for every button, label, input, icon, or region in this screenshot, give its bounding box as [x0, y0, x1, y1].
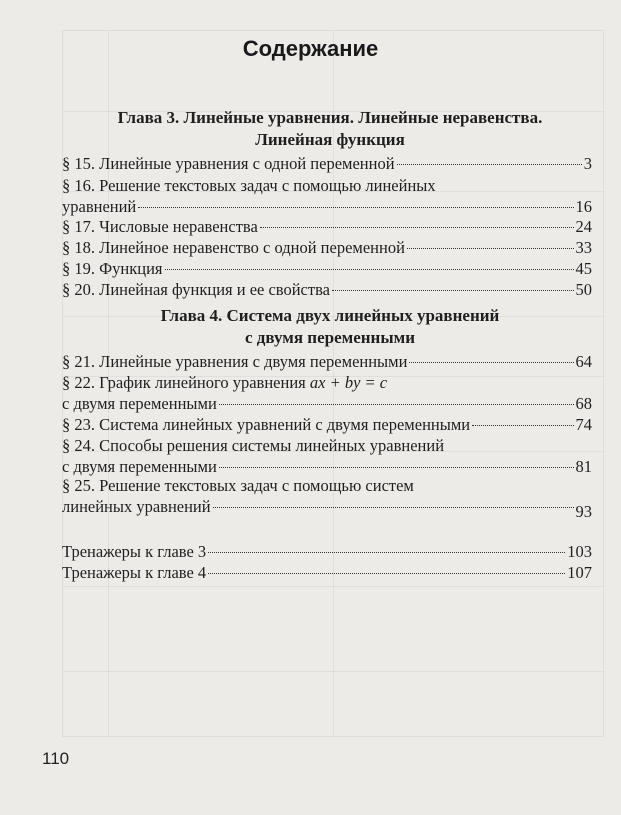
toc-item-20[interactable] [62, 280, 592, 300]
leader-dots [138, 207, 573, 208]
toc-item-17[interactable] [62, 217, 592, 237]
leader-dots [208, 552, 565, 553]
chapter-3-title [60, 107, 600, 151]
toc-item-22[interactable] [62, 394, 592, 414]
toc-item-label: § 18. Линейное неравенство с одной переменной [62, 238, 405, 257]
toc-item-25-line1[interactable]: § 25. Решение текстовых задач с помощью систем [62, 476, 414, 495]
toc-item-page: 103 [567, 542, 592, 561]
toc-item-label: § 17. Числовые неравенства [62, 217, 258, 236]
toc-item-label: с двумя переменными [62, 457, 217, 476]
toc-item-16-line1[interactable]: § 16. Решение текстовых задач с помощью линейных [62, 176, 436, 195]
toc-item-label: § 19. Функция [62, 259, 163, 278]
toc-trainers-4[interactable] [62, 563, 592, 583]
toc-item-label: с двумя переменными [62, 394, 217, 413]
toc-item-label: § 21. Линейные уравнения с двумя переменными [62, 352, 408, 371]
toc-item-22-line1[interactable] [62, 373, 387, 393]
toc-item-label: уравнений [62, 197, 137, 216]
leader-dots [219, 404, 574, 405]
toc-item-label: § 15. Линейные уравнения с одной переменной [62, 154, 395, 173]
toc-item-page: 45 [575, 259, 592, 278]
leader-dots [260, 227, 574, 228]
toc-item-19[interactable] [62, 259, 592, 279]
toc-item-15[interactable] [62, 154, 592, 174]
leader-dots [397, 164, 582, 165]
toc-item-24[interactable] [62, 457, 592, 477]
toc-item-page: 74 [575, 415, 592, 434]
toc-item-23[interactable] [62, 415, 592, 435]
toc-item-21[interactable] [62, 352, 592, 372]
leader-dots [219, 467, 574, 468]
leader-dots [332, 290, 574, 291]
toc-item-16[interactable] [62, 197, 592, 217]
leader-dots [165, 269, 574, 270]
toc-item-page: 50 [575, 280, 592, 299]
leader-dots [409, 362, 573, 363]
toc-item-page: 33 [575, 238, 592, 257]
toc-item-page: 93 [575, 502, 592, 521]
leader-dots [472, 425, 573, 426]
leader-dots [407, 248, 574, 249]
chapter-3-title-line1: Глава 3. Линейные уравнения. Линейные неравенства. [117, 108, 543, 127]
toc-item-page: 68 [575, 394, 592, 413]
chapter-3-title-line2: Линейная функция [255, 130, 405, 149]
formula: ax + by = c [309, 373, 388, 392]
toc-item-18[interactable] [62, 238, 592, 258]
toc-item-25[interactable] [62, 497, 592, 521]
toc-item-label: линейных уравнений [62, 497, 211, 516]
chapter-4-title-line2: с двумя переменными [245, 328, 415, 347]
toc-trainers-3[interactable] [62, 542, 592, 562]
toc-item-label: Тренажеры к главе 3 [62, 542, 207, 561]
leader-dots [208, 573, 565, 574]
chapter-4-title [60, 305, 600, 349]
toc-item-page: 16 [575, 197, 592, 216]
toc-item-24-line1[interactable]: § 24. Способы решения системы линейных уравнений [62, 436, 445, 455]
toc-item-label: § 20. Линейная функция и ее свойства [62, 280, 330, 299]
toc-item-label: § 22. График линейного уравнения [62, 373, 306, 392]
toc-item-label: Тренажеры к главе 4 [62, 563, 207, 582]
page-title: Содержание [242, 36, 379, 61]
page-number: 110 [42, 749, 70, 768]
chapter-4-title-line1: Глава 4. Система двух линейных уравнений [160, 306, 500, 325]
toc-item-page: 81 [575, 457, 592, 476]
toc-item-page: 64 [575, 352, 592, 371]
toc-item-page: 107 [567, 563, 592, 582]
toc-item-page: 24 [575, 217, 592, 236]
leader-dots [213, 507, 574, 508]
toc-item-label: § 23. Система линейных уравнений с двумя переменными [62, 415, 471, 434]
toc-item-page: 3 [583, 154, 592, 173]
